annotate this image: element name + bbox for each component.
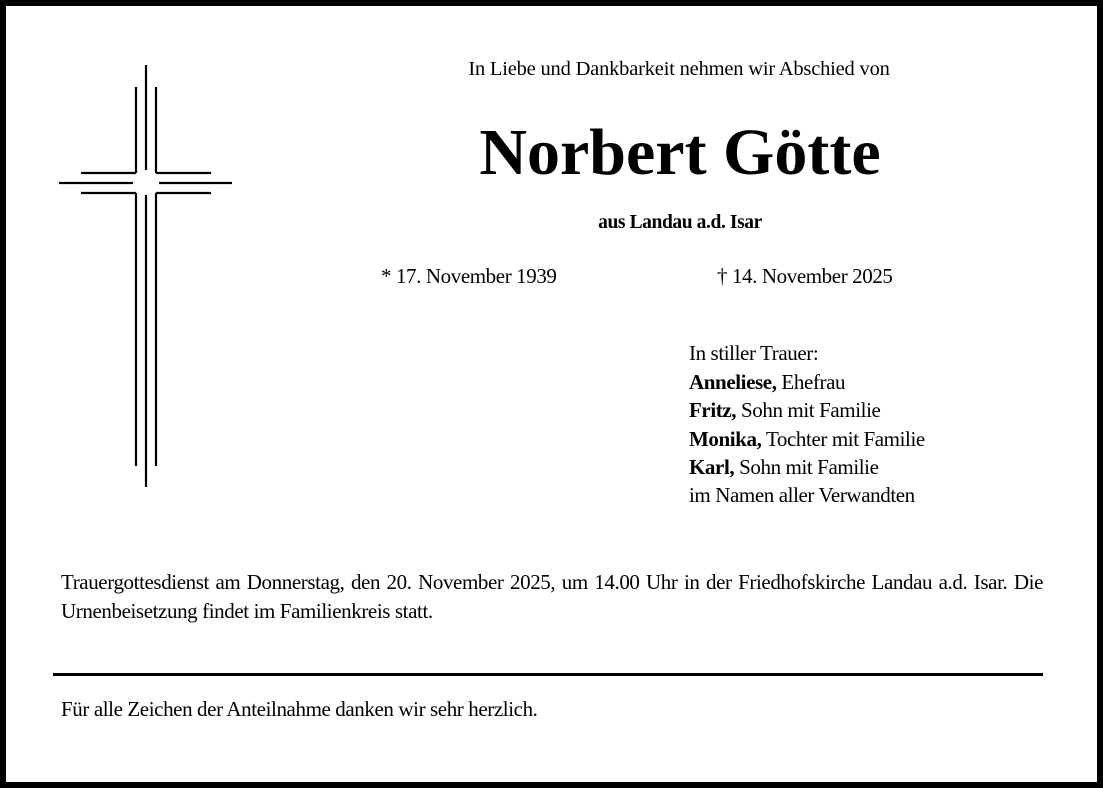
mourner-relation: Ehefrau [776, 370, 846, 395]
mourners-heading: In stiller Trauer: [689, 341, 819, 365]
mourner-name: Fritz, [689, 398, 737, 423]
divider [53, 673, 1043, 676]
intro-text: In Liebe und Dankbarkeit nehmen wir Abschied von [468, 58, 890, 80]
thanks-text: Für alle Zeichen der Anteilnahme danken wir sehr herzlich. [61, 697, 538, 721]
service-details: Trauergottesdienst am Donnerstag, den 20. November 2025, um 14.00 Uhr in der Friedhofskirche Landau a.d. Isar. Die Urnenbeisetzung findet im Familienkreis statt. [61, 570, 1043, 623]
mourner-name: Anneliese, [689, 370, 777, 395]
mourners-closing: im Namen aller Verwandten [689, 483, 915, 508]
mourner-relation: Tochter mit Familie [761, 426, 925, 451]
mourner-item [689, 396, 925, 424]
mourner-name: Monika, [689, 426, 762, 451]
origin-text: aus Landau a.d. Isar [598, 212, 762, 233]
mourner-relation: Sohn mit Familie [736, 398, 881, 423]
mourner-relation: Sohn mit Familie [734, 454, 879, 479]
mourner-item [689, 453, 925, 481]
mourners-block [689, 339, 925, 509]
cross-icon [0, 0, 260, 520]
mourner-name: Karl, [689, 454, 735, 479]
deceased-name: Norbert Götte [479, 116, 881, 189]
birth-date: * 17. November 1939 [381, 264, 557, 288]
mourner-item [689, 425, 925, 453]
death-date: † 14. November 2025 [717, 264, 893, 288]
mourner-item [689, 368, 925, 396]
